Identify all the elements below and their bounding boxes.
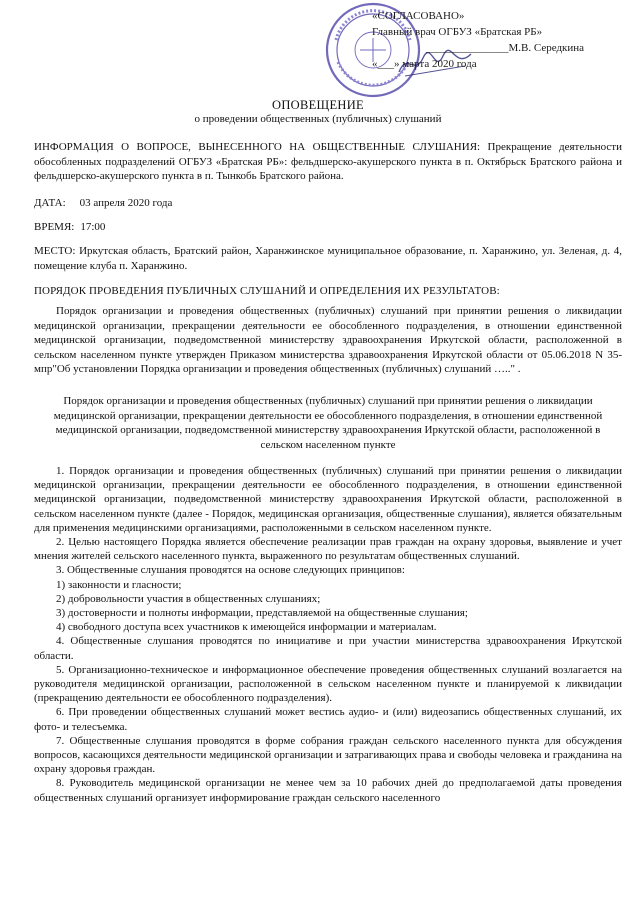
principle-item: 2) добровольности участия в общественных слушаниях; — [56, 592, 321, 605]
approval-title: «СОГЛАСОВАНО» — [372, 10, 465, 22]
list-item: 6. При проведении общественных слушаний может вестись аудио- и (или) видеозапись общественных слушаний, их фото- и телесъемка. — [34, 706, 622, 733]
list-item: 4. Общественные слушания проводятся по инициативе и при участии министерства здравоохранения Иркутской области. — [34, 635, 622, 662]
procedure-items — [34, 464, 622, 805]
time-label: ВРЕМЯ: — [34, 221, 75, 233]
notice-title: ОПОВЕЩЕНИЕ — [272, 98, 364, 112]
approval-signature-line: _______________М.В. Середкина — [426, 42, 585, 54]
place-paragraph: МЕСТО: Иркутская область, Братский район, Харанжинское муниципальное образование, п. Харанжино, ул. Зеленая, д. 4, помещение клуба п. Харанжино. — [34, 245, 622, 272]
notice-subtitle: о проведении общественных (публичных) слушаний — [194, 113, 442, 125]
principle-item: 3) достоверности и полноты информации, представляемой на общественные слушания; — [56, 607, 468, 620]
procedure-centered-title: Порядок организации и проведения общественных (публичных) слушаний при принятии решения о ликвидации медицинской организации, прекращении деятельности ее обособленного подразделения, в отношении единственной медицинской организации, подведомственной министерству здравоохранения Иркутской области, расположенной в сельском населенном пункте — [53, 395, 603, 451]
info-paragraph: ИНФОРМАЦИЯ О ВОПРОСЕ, ВЫНЕСЕННОГО НА ОБЩЕСТВЕННЫЕ СЛУШАНИЯ: Прекращение деятельности обособленных подразделений ОГБУЗ «Братская РБ»: фельдшерско-акушерского пункта в п. Октябрьск Братского района и фельдшерско-акушерского пункта в п. Тынкобь Братского района. — [34, 141, 622, 182]
list-item: 1. Порядок организации и проведения общественных (публичных) слушаний при принятии решения о ликвидации медицинской организации, прекращении деятельности ее обособленного подразделения, в отношении единственной медицинской организации, подведомственной министерству здравоохранения Иркутской области, расположенной в сельском населенном пункте (далее - Порядок, медицинская организация, общественные слушания), является обязательным для применения медицинскими организациями, расположенными в сельском населенном пункте. — [34, 465, 622, 534]
procedure-heading: ПОРЯДОК ПРОВЕДЕНИЯ ПУБЛИЧНЫХ СЛУШАНИЙ И ОПРЕДЕЛЕНИЯ ИХ РЕЗУЛЬТАТОВ: — [34, 285, 500, 297]
approval-date: «___» марта 2020 года — [372, 58, 477, 70]
time-row — [34, 220, 622, 235]
approval-position: Главный врач ОГБУЗ «Братская РБ» — [372, 26, 543, 38]
date-value: 03 апреля 2020 года — [79, 197, 173, 209]
date-label: ДАТА: — [34, 197, 66, 209]
procedure-intro: Порядок организации и проведения общественных (публичных) слушаний при принятии решения о ликвидации медицинской организации, прекращении деятельности ее обособленного подразделения, в отношении единственной медицинской организации, подведомственной министерству здравоохранения Иркутской области, расположенной в сельском населенном пункте утвержден Приказом министерства здравоохранения Иркутской области от 05.06.2018 N 35-мпр"Об установлении Порядка организации и проведения общественных (публичных) слушаний ….." . — [34, 305, 622, 375]
date-row — [34, 196, 622, 211]
list-item: 7. Общественные слушания проводятся в форме собрания граждан сельского населенного пункта для обсуждения вопросов, касающихся деятельности медицинской организации и затрагивающих права и свободы человека и гражданина на охрану здоровья граждан. — [34, 734, 622, 776]
time-value: 17:00 — [80, 221, 106, 233]
list-item: 5. Организационно-техническое и информационное обеспечение проведения общественных слушаний возлагается на руководителя медицинской организации, расположенной в сельском населенном пункте и планируемой к ликвидации (прекращению деятельности ее обособленного подразделения). — [34, 663, 622, 705]
approval-block — [372, 8, 634, 72]
list-item: 8. Руководитель медицинской организации не менее чем за 10 рабочих дней до предполагаемой даты проведения общественных слушаний организует информирование граждан сельского населенного — [34, 777, 622, 804]
list-item: 2. Целью настоящего Порядка является обеспечение реализации прав граждан на охрану здоровья, выявление и учет мнения жителей сельского населенного пункта, выраженного по результатам общественных слушаний. — [34, 536, 622, 563]
list-item: 3. Общественные слушания проводятся на основе следующих принципов: — [56, 564, 405, 577]
principle-item: 1) законности и гласности; — [56, 578, 182, 591]
principle-item: 4) свободного доступа всех участников к имеющейся информации и материалам. — [56, 621, 437, 634]
